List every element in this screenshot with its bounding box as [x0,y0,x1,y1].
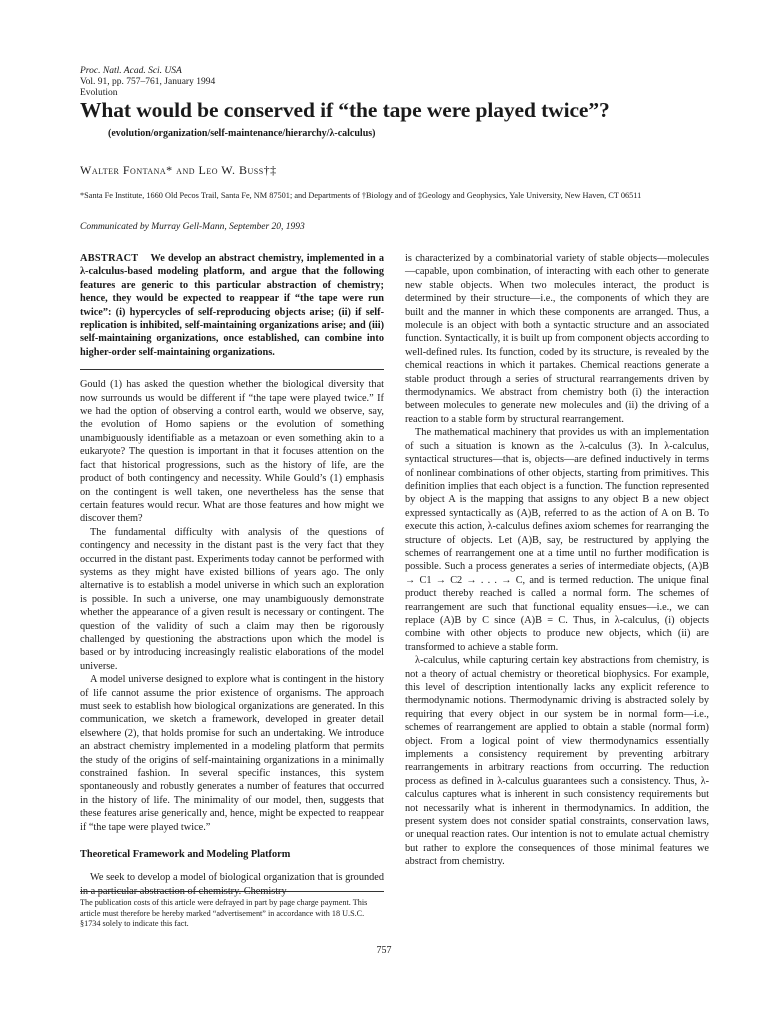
body-paragraph: A model universe designed to explore what is contingent in the history of life cannot assume the prior existence of organisms. The approach must seek to establish how biological organizations are generated. In this communication, we sketch a framework, developed in greater detail elsewhere (2), that holds promise for such an undertaking. We introduce an abstract chemistry implemented in a modeling platform that permits the study of the origins of self-maintaining organizations in a minimally constrained fashion. In several specific instances, this system spontaneously and robustly generates a number of features that occurred in the history of life. The minimality of our model, then, suggests that these features arise generically and, hence, might be expected to reappear if “the tape were played twice.” [80,674,384,833]
journal-section: Evolution [80,88,118,98]
body-paragraph: The fundamental difficulty with analysis of the questions of contingency and necessity in the distant past is the very fact that they occurred in the distant past. Experiments today cannot be performed with systems as they might have existed billions of years ago. The only alternative is to establish a model universe in which such an exploration is possible. In such a universe, one may unambiguously demonstrate whether the appearance of a given result is necessary or contingent. The question of the validity of such a claim may then be rigorously challenged by questioning the abstractions upon which the model is based or by introducing increasingly realistic elaborations of the model universe. [80,526,384,672]
abstract [80,252,384,359]
abstract-label: ABSTRACT [80,253,139,264]
footnote-divider [80,891,384,892]
journal-header [80,66,215,99]
journal-name: Proc. Natl. Acad. Sci. USA [80,66,182,76]
keywords: (evolution/organization/self-maintenance/hierarchy/λ-calculus) [108,128,376,139]
footnote [80,891,384,930]
left-column [80,252,384,898]
paper-title: What would be conserved if “the tape were played twice”? [80,98,610,122]
footnote-text: The publication costs of this article were defrayed in part by page charge payment. This article must therefore be hereby marked “advertisement” in accordance with 18 U.S.C. §1734 solely to indicate this fact. [80,898,368,928]
authors: Walter Fontana* and Leo W. Buss†‡ [80,163,277,177]
page-number: 757 [376,945,392,956]
body-paragraph: λ-calculus, while capturing certain key abstractions from chemistry, is not a theory of actual chemistry or theoretical biophysics. For example, this level of description intentionally lacks any explicit reference to thermodynamic notions. Thermodynamic driving is abstracted solely by requiring that every object in our system be in normal form—i.e., schemes of rearrangement are applied to obtain a stable (normal form) object. From a logical point of view thermodynamics essentially implements a consistency requirement by preventing arbitrary rearrangements in arbitrary reactions from occurring. The reduction process as defined in λ-calculus guarantees such a consistency. Thus, λ-calculus captures what is inherent in such consistency requirements but not necessarily what is inherent in thermodynamics. In addition, the present system does not consider spatial constraints, conservation laws, or unequal reaction rates. Our intention is not to emulate actual chemistry but rather to explore the consequences of those minimal features we abstract from chemistry. [405,655,709,868]
abstract-divider [80,369,384,370]
body-paragraph: The mathematical machinery that provides us with an implementation of such a situation is known as the λ-calculus (3). In λ-calculus, syntactical structures—that is, objects—are defined inductively in terms of nonlinear combinations of other objects, starting from primitives. This definition implies that each object is a function. The function represented by object A is the mapping that assigns to any object B a new object expressed syntactically as (A)B, referred to as the action of A on B. To execute this action, λ-calculus defines axiom schemes for rearranging the structure of objects. Let (A)B, say, be restructured by applying the schemes of rearrangement one at a time until no further modification is possible. Such a process generates a series of intermediate objects, (A)B → C1 → C2 → . . . → C, and is termed reduction. The unique final product thereby reached is called a normal form. The schemes of rearrangement are such that functional equality ensues—i.e., we can replace (A)B by C since (A)B = C. Thus, in λ-calculus, (i) objects combine with other objects to produce new objects, which (ii) are transformed to achieve a stable form. [405,427,709,653]
section-heading: Theoretical Framework and Modeling Platform [80,849,291,861]
section-paragraph: We seek to develop a model of biological organization that is grounded in a particular abstraction of chemistry. Chemistry [80,872,384,897]
abstract-text: We develop an abstract chemistry, implemented in a λ-calculus-based modeling platform, and argue that the following features are generic to this particular abstraction of chemistry; hence, they would be expected to reappear if “the tape were run twice”: (i) hypercycles of self-reproducing objects arise; (ii) if self-replication is inhibited, self-maintaining organizations arise; and (iii) self-maintaining organizations, once established, can combine into higher-order self-maintaining organizations. [80,253,384,358]
body-paragraph: Gould (1) has asked the question whether the biological diversity that now surrounds us would be different if “the tape were played twice.” If we had the option of observing a control earth, would we observe, say, the evolution of Homo sapiens or the evolution of something unambiguously identifiable as a metazoan or even something akin to a eukaryote? The question is important in that it focuses attention on the fact that historical progressions, such as the history of life, are the product of both contingency and necessity. While Gould’s (1) emphasis on the contingent is well taken, one nevertheless has the sense that certain features would recur. What are those features and how might we discover them? [80,379,384,525]
journal-volume: Vol. 91, pp. 757–761, January 1994 [80,77,216,87]
affiliation: *Santa Fe Institute, 1660 Old Pecos Trail, Santa Fe, NM 87501; and Departments of †Biology and of ‡Geology and Geophysics, Yale University, New Haven, CT 06511 [80,191,642,200]
communicated-by: Communicated by Murray Gell-Mann, September 20, 1993 [80,222,305,232]
right-column [405,252,709,869]
body-paragraph: is characterized by a combinatorial variety of stable objects—molecules—capable, upon combination, of interacting with each other to generate new stable objects. When two molecules interact, the product is determined by their structure—i.e., the components of which they are built and the manner in which these components are arranged. Thus, a molecule is an object with both a syntactic structure and an associated function. Syntactically, it is built up from component objects according to well-defined rules. Its function, coded by its structure, is revealed by the chemical reactions in which it partakes. Chemical reactions generate a stable product through a series of structural rearrangements driven by thermodynamics. We abstract from chemistry both (i) the interaction between molecules to generate new molecules and (ii) the driving of a reaction to a stable form by structural rearrangement. [405,253,709,425]
